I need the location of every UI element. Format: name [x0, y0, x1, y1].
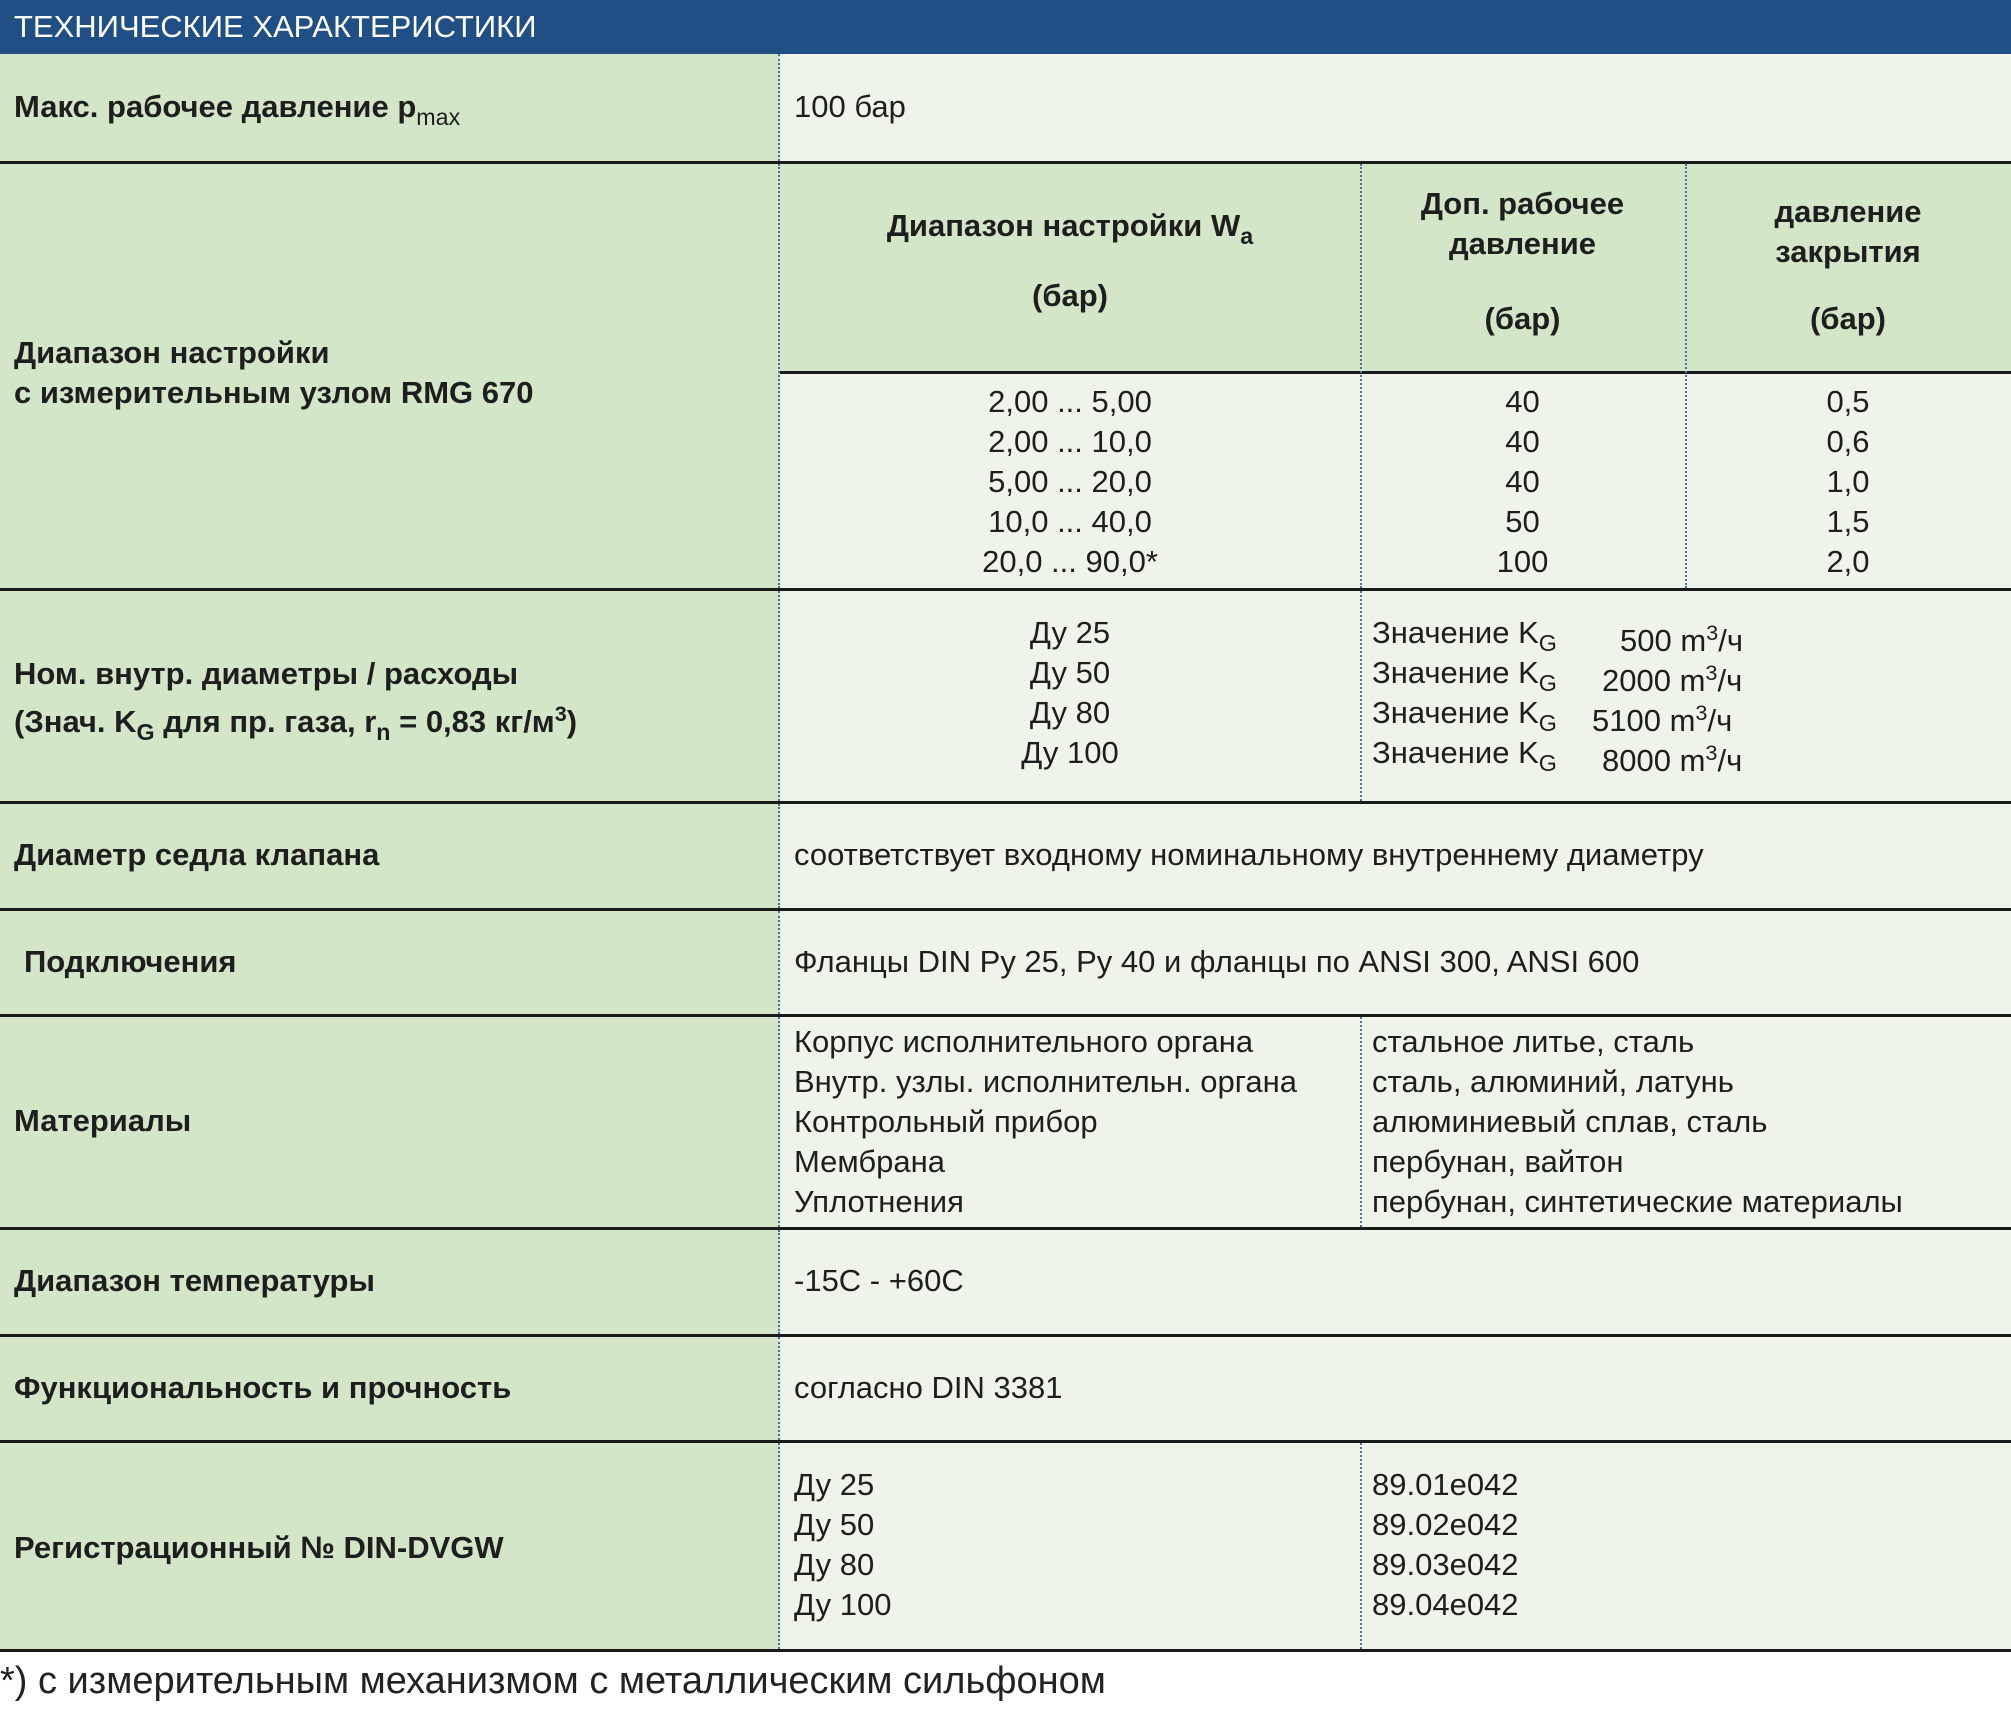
row-label-cell [0, 164, 780, 588]
row-value-cell [780, 911, 2011, 1014]
column-divider [1360, 1017, 1362, 1227]
material-part: Корпус исполнительного органа [794, 1024, 1254, 1059]
row-value-cell [780, 1230, 2011, 1334]
kg-label: Значение $K_G$ [1372, 735, 1557, 777]
row-label-cell [0, 804, 780, 908]
row-seat-diameter [0, 804, 2011, 911]
row-diameters [0, 591, 2011, 804]
header-permissible-pressure-unit: (бар) [1484, 301, 1561, 336]
nominal-diameter: Ду 100 [1021, 735, 1119, 770]
header-setting-range-unit: (бар) [1032, 278, 1108, 313]
registration-number: 89.03e042 [1372, 1547, 1519, 1582]
pressure-value: 50 [1505, 504, 1540, 539]
nominal-diameter: Ду 25 [1029, 615, 1111, 650]
footnote: *) с измерительным механизмом с металлическим сильфоном [0, 1660, 1106, 1702]
row-value: соответствует входному номинальному внутреннему диаметру [794, 837, 1704, 872]
registration-number: 89.01e042 [1372, 1467, 1519, 1502]
row-registration [0, 1443, 2011, 1652]
header-permissible-pressure-line2: давление [1448, 226, 1597, 261]
kg-value: 8000 $m^3/ч$ [1602, 740, 1743, 778]
kg-label: Значение $K_G$ [1372, 615, 1557, 657]
range-value: 2,00 ... 10,0 [988, 424, 1152, 459]
row-label-cell [0, 54, 780, 161]
row-label-line2: с измерительным узлом RMG 670 [14, 375, 534, 410]
row-connections [0, 911, 2011, 1017]
material-value: пербунан, синтетические материалы [1372, 1184, 1903, 1219]
page-title: ТЕХНИЧЕСКИЕ ХАРАКТЕРИСТИКИ [14, 9, 537, 44]
row-label-cell [0, 1443, 780, 1649]
row-label-line1: Ном. внутр. диаметры / расходы [14, 656, 519, 691]
closing-value: 2,0 [1826, 544, 1870, 579]
row-value: -15C - +60C [794, 1263, 964, 1298]
range-value: 5,00 ... 20,0 [988, 464, 1152, 499]
closing-value: 1,0 [1826, 464, 1870, 499]
material-value: сталь, алюминий, латунь [1372, 1064, 1734, 1099]
row-value-cell [780, 54, 2011, 161]
registration-dn: Ду 100 [794, 1587, 892, 1622]
registration-dn: Ду 50 [794, 1507, 875, 1542]
column-divider [1360, 591, 1362, 801]
range-value: 20,0 ... 90,0* [982, 544, 1158, 579]
material-part: Контрольный прибор [794, 1104, 1098, 1139]
row-value: 100 бар [794, 89, 906, 124]
closing-value: 0,6 [1826, 424, 1870, 459]
registration-dn: Ду 80 [794, 1547, 875, 1582]
closing-value: 0,5 [1826, 384, 1870, 419]
row-label-cell [0, 1017, 780, 1227]
nominal-diameter: Ду 80 [1029, 695, 1111, 730]
kg-label: Значение $K_G$ [1372, 655, 1557, 697]
row-label-line1: Диапазон настройки [14, 335, 330, 370]
column-divider [1360, 1443, 1362, 1649]
row-label: Материалы [14, 1103, 192, 1138]
row-temperature [0, 1230, 2011, 1337]
registration-number: 89.04e042 [1372, 1587, 1519, 1622]
row-label: Функциональность и прочность [14, 1370, 512, 1405]
header-setting-range: Диапазон настройки $W_a$ [886, 208, 1254, 250]
row-label: Диаметр седла клапана [14, 837, 380, 872]
material-value: стальное литье, сталь [1372, 1024, 1695, 1059]
header-closing-pressure-line2: закрытия [1775, 234, 1921, 269]
range-value: 2,00 ... 5,00 [988, 384, 1152, 419]
specs-table [0, 54, 2011, 1652]
title-bar [0, 0, 2011, 56]
row-label-cell [0, 911, 780, 1014]
row-label-cell [0, 1230, 780, 1334]
kg-value: 2000 $m^3/ч$ [1602, 660, 1743, 698]
row-setting-range [0, 164, 2011, 591]
pressure-value: 40 [1505, 464, 1540, 499]
registration-number: 89.02e042 [1372, 1507, 1519, 1542]
pressure-value: 40 [1505, 384, 1540, 419]
header-closing-pressure-unit: (бар) [1810, 301, 1886, 336]
range-table-header [780, 164, 2011, 374]
kg-value: 500 $m^3/ч$ [1620, 620, 1743, 658]
material-value: пербунан, вайтон [1372, 1144, 1624, 1179]
range-value: 10,0 ... 40,0 [988, 504, 1152, 539]
row-value: Фланцы DIN Py 25, Py 40 и фланцы по ANSI 300, ANSI 600 [794, 944, 1640, 979]
pressure-value: 100 [1496, 544, 1549, 579]
row-value: согласно DIN 3381 [794, 1370, 1063, 1405]
row-label: Диапазон температуры [14, 1263, 375, 1298]
material-part: Внутр. узлы. исполнительн. органа [794, 1064, 1297, 1099]
row-max-pressure [0, 54, 2011, 164]
material-part: Мембрана [794, 1144, 945, 1179]
material-part: Уплотнения [794, 1184, 964, 1219]
nominal-diameter: Ду 50 [1029, 655, 1111, 690]
row-function [0, 1337, 2011, 1443]
header-permissible-pressure: Доп. рабочее [1420, 186, 1625, 221]
row-value-cell [780, 804, 2011, 908]
material-value: алюминиевый сплав, сталь [1372, 1104, 1768, 1139]
row-label-cell [0, 591, 780, 801]
row-label: Регистрационный № DIN-DVGW [14, 1530, 504, 1565]
pressure-value: 40 [1505, 424, 1540, 459]
row-label: Подключения [24, 944, 237, 979]
row-label-line2: (Знач. $K_G$ для пр. газа, $r_n = 0,83$ $кг/м^3$) [14, 701, 578, 745]
row-label: Макс. рабочее давление $p_{max}$ [14, 89, 461, 131]
row-label-cell [0, 1337, 780, 1440]
header-closing-pressure: давление [1774, 194, 1922, 229]
kg-label: Значение $K_G$ [1372, 695, 1557, 737]
closing-value: 1,5 [1826, 504, 1870, 539]
row-value-cell [780, 1337, 2011, 1440]
registration-dn: Ду 25 [794, 1467, 875, 1502]
row-materials [0, 1017, 2011, 1230]
kg-value: 5100 $m^3/ч$ [1592, 700, 1733, 738]
